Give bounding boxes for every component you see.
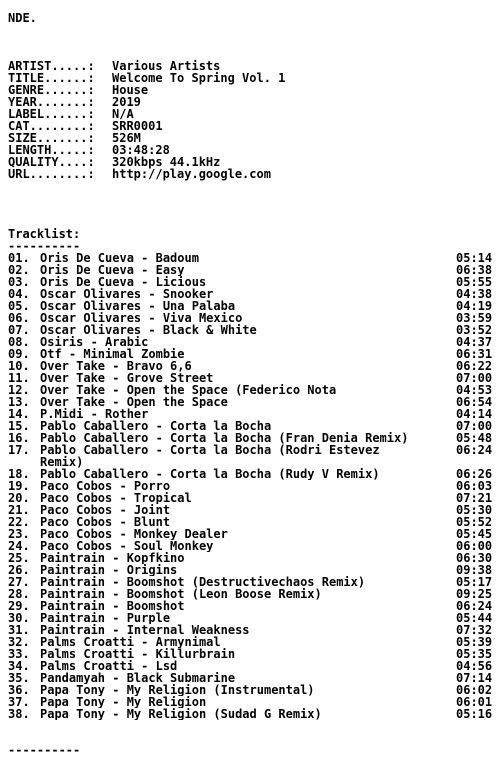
track-row — [8, 312, 496, 324]
track-row — [8, 648, 496, 660]
track-duration: 04:19 — [456, 299, 493, 313]
track-title: Paintrain - Purple — [40, 612, 171, 624]
track-duration: 06:24 — [456, 443, 493, 457]
track-title: Over Take - Open the Space (Federico Nota — [40, 384, 337, 396]
metadata-value: House — [112, 83, 149, 97]
track-duration: 07:00 — [456, 419, 493, 433]
track-number: 02. — [8, 263, 30, 277]
track-title: Paco Cobos - Joint — [40, 504, 171, 516]
track-duration: 09:25 — [456, 587, 493, 601]
track-row — [8, 420, 496, 432]
track-number: 38. — [8, 707, 30, 721]
track-duration: 05:45 — [456, 527, 493, 541]
track-duration: 05:16 — [456, 707, 493, 721]
metadata-value: 2019 — [112, 95, 141, 109]
track-duration: 05:35 — [456, 647, 493, 661]
track-row — [8, 408, 496, 420]
tracklist — [8, 252, 496, 720]
track-row — [8, 372, 496, 384]
track-row — [8, 336, 496, 348]
track-row — [8, 576, 496, 588]
metadata-key: CAT........: — [8, 119, 95, 133]
track-row — [8, 708, 496, 720]
track-title: Paco Cobos - Blunt — [40, 516, 171, 528]
track-duration: 06:02 — [456, 683, 493, 697]
track-duration: 05:55 — [456, 275, 493, 289]
track-number: 19. — [8, 479, 30, 493]
track-duration: 04:53 — [456, 383, 493, 397]
track-row — [8, 264, 496, 276]
track-number: 37. — [8, 695, 30, 709]
track-row — [8, 348, 496, 360]
track-row — [8, 444, 496, 468]
release-metadata — [8, 60, 496, 180]
metadata-value: http://play.google.com — [112, 167, 271, 181]
track-number: 12. — [8, 383, 30, 397]
track-number: 33. — [8, 647, 30, 661]
track-row — [8, 324, 496, 336]
track-number: 11. — [8, 371, 30, 385]
track-row — [8, 600, 496, 612]
metadata-value: 03:48:28 — [112, 143, 170, 157]
track-title: Paco Cobos - Tropical — [40, 492, 192, 504]
track-duration: 07:00 — [456, 371, 493, 385]
track-duration: 05:52 — [456, 515, 493, 529]
track-duration: 05:39 — [456, 635, 493, 649]
track-duration: 06:30 — [456, 551, 493, 565]
track-row — [8, 684, 496, 696]
track-title: Over Take - Grove Street — [40, 372, 214, 384]
track-number: 29. — [8, 599, 30, 613]
track-title: Palms Croatti - Lsd — [40, 660, 178, 672]
track-title: Over Take - Open the Space — [40, 396, 228, 408]
track-title: Papa Tony - My Religion (Instrumental) — [40, 684, 315, 696]
metadata-value: N/A — [112, 107, 134, 121]
metadata-key: TITLE......: — [8, 71, 95, 85]
tracklist-rule: ---------- — [8, 240, 81, 252]
track-row — [8, 432, 496, 444]
track-number: 03. — [8, 275, 30, 289]
track-title: Palms Croatti - Armynimal — [40, 636, 221, 648]
track-duration: 05:48 — [456, 431, 493, 445]
track-title: Oris De Cueva - Easy — [40, 264, 185, 276]
track-title: Palms Croatti - Killurbrain — [40, 648, 236, 660]
track-number: 01. — [8, 251, 30, 265]
track-number: 13. — [8, 395, 30, 409]
track-row — [8, 588, 496, 600]
release-tag: NDE. — [8, 12, 37, 24]
track-title: P.Midi - Rother — [40, 408, 149, 420]
metadata-value: SRR0001 — [112, 119, 163, 133]
track-title: Oscar Olivares - Black & White — [40, 324, 257, 336]
track-duration: 06:24 — [456, 599, 493, 613]
track-duration: 06:38 — [456, 263, 493, 277]
track-number: 18. — [8, 467, 30, 481]
track-title: Pablo Caballero - Corta la Bocha — [40, 420, 272, 432]
track-duration: 04:56 — [456, 659, 493, 673]
track-duration: 06:54 — [456, 395, 493, 409]
track-title: Paintrain - Kopfkino — [40, 552, 185, 564]
track-duration: 06:00 — [456, 539, 493, 553]
track-number: 24. — [8, 539, 30, 553]
track-row — [8, 624, 496, 636]
track-number: 35. — [8, 671, 30, 685]
track-number: 27. — [8, 575, 30, 589]
track-duration: 04:37 — [456, 335, 493, 349]
track-title: Paco Cobos - Soul Monkey — [40, 540, 214, 552]
track-duration: 06:26 — [456, 467, 493, 481]
track-duration: 04:38 — [456, 287, 493, 301]
track-duration: 07:32 — [456, 623, 493, 637]
track-row — [8, 540, 496, 552]
track-number: 08. — [8, 335, 30, 349]
track-title: Paco Cobos - Porro — [40, 480, 171, 492]
track-title: Paintrain - Origins — [40, 564, 178, 576]
footer-rule: ---------- — [8, 744, 81, 756]
track-row — [8, 468, 496, 480]
track-row — [8, 696, 496, 708]
track-number: 26. — [8, 563, 30, 577]
metadata-value: 526M — [112, 131, 141, 145]
track-title: Oscar Olivares - Viva Mexico — [40, 312, 243, 324]
track-number: 31. — [8, 623, 30, 637]
track-duration: 06:03 — [456, 479, 493, 493]
track-number: 36. — [8, 683, 30, 697]
metadata-row — [8, 168, 496, 180]
track-title: Papa Tony - My Religion (Sudad G Remix) — [40, 708, 322, 720]
track-duration: 06:31 — [456, 347, 493, 361]
track-row — [8, 672, 496, 684]
track-title: Oris De Cueva - Badoum — [40, 252, 199, 264]
metadata-key: YEAR.......: — [8, 95, 95, 109]
track-row — [8, 504, 496, 516]
track-row — [8, 360, 496, 372]
track-duration: 05:14 — [456, 251, 493, 265]
metadata-value: Various Artists — [112, 59, 221, 73]
metadata-key: LENGTH.....: — [8, 143, 95, 157]
track-row — [8, 480, 496, 492]
track-title: Paintrain - Internal Weakness — [40, 624, 250, 636]
track-duration: 03:52 — [456, 323, 493, 337]
track-row — [8, 396, 496, 408]
metadata-key: SIZE.......: — [8, 131, 95, 145]
track-number: 04. — [8, 287, 30, 301]
track-number: 15. — [8, 419, 30, 433]
track-duration: 05:30 — [456, 503, 493, 517]
tracklist-heading: Tracklist: — [8, 228, 81, 240]
track-number: 16. — [8, 431, 30, 445]
metadata-key: LABEL......: — [8, 107, 95, 121]
track-duration: 07:14 — [456, 671, 493, 685]
track-title: Paintrain - Boomshot (Destructivechaos Remix) — [40, 576, 366, 588]
track-row — [8, 612, 496, 624]
track-number: 17. — [8, 443, 30, 457]
track-duration: 05:17 — [456, 575, 493, 589]
track-title: Paintrain - Boomshot (Leon Boose Remix) — [40, 588, 322, 600]
metadata-value: 320kbps 44.1kHz — [112, 155, 221, 169]
track-duration: 06:01 — [456, 695, 493, 709]
track-title: Paintrain - Boomshot — [40, 600, 185, 612]
metadata-key: URL........: — [8, 167, 95, 181]
track-row — [8, 564, 496, 576]
track-title: Pablo Caballero - Corta la Bocha (Rudy V Remix) — [40, 468, 380, 480]
track-number: 22. — [8, 515, 30, 529]
track-title: Papa Tony - My Religion — [40, 696, 207, 708]
track-number: 05. — [8, 299, 30, 313]
track-title: Over Take - Bravo 6,6 — [40, 360, 192, 372]
track-title: Pablo Caballero - Corta la Bocha (Fran Denia Remix) — [40, 432, 409, 444]
track-row — [8, 660, 496, 672]
track-title: Oris De Cueva - Licious — [40, 276, 207, 288]
track-title: Osiris - Arabic — [40, 336, 149, 348]
track-number: 21. — [8, 503, 30, 517]
track-row — [8, 516, 496, 528]
track-number: 20. — [8, 491, 30, 505]
track-number: 32. — [8, 635, 30, 649]
track-row — [8, 552, 496, 564]
track-row — [8, 528, 496, 540]
track-number: 23. — [8, 527, 30, 541]
track-number: 14. — [8, 407, 30, 421]
track-row — [8, 252, 496, 264]
track-row — [8, 636, 496, 648]
track-duration: 06:22 — [456, 359, 493, 373]
track-title: Oscar Olivares - Snooker — [40, 288, 214, 300]
track-title: Oscar Olivares - Una Palaba — [40, 300, 236, 312]
track-row — [8, 300, 496, 312]
track-row — [8, 492, 496, 504]
track-number: 25. — [8, 551, 30, 565]
track-number: 10. — [8, 359, 30, 373]
track-title: Pandamyah - Black Submarine — [40, 672, 236, 684]
track-number: 34. — [8, 659, 30, 673]
track-number: 30. — [8, 611, 30, 625]
track-number: 09. — [8, 347, 30, 361]
track-row — [8, 276, 496, 288]
track-title: Paco Cobos - Monkey Dealer — [40, 528, 228, 540]
metadata-key: ARTIST.....: — [8, 59, 95, 73]
metadata-key: QUALITY....: — [8, 155, 95, 169]
track-row — [8, 288, 496, 300]
track-duration: 05:44 — [456, 611, 493, 625]
track-duration: 07:21 — [456, 491, 493, 505]
metadata-value: Welcome To Spring Vol. 1 — [112, 71, 286, 85]
track-number: 06. — [8, 311, 30, 325]
metadata-key: GENRE......: — [8, 83, 95, 97]
track-title: Otf - Minimal Zombie — [40, 348, 185, 360]
track-number: 28. — [8, 587, 30, 601]
track-duration: 09:38 — [456, 563, 493, 577]
nfo-document — [8, 12, 496, 756]
track-duration: 04:14 — [456, 407, 493, 421]
track-number: 07. — [8, 323, 30, 337]
track-row — [8, 384, 496, 396]
track-title: Pablo Caballero - Corta la Bocha (Rodri Estevez Remix) — [40, 444, 380, 468]
track-duration: 03:59 — [456, 311, 493, 325]
